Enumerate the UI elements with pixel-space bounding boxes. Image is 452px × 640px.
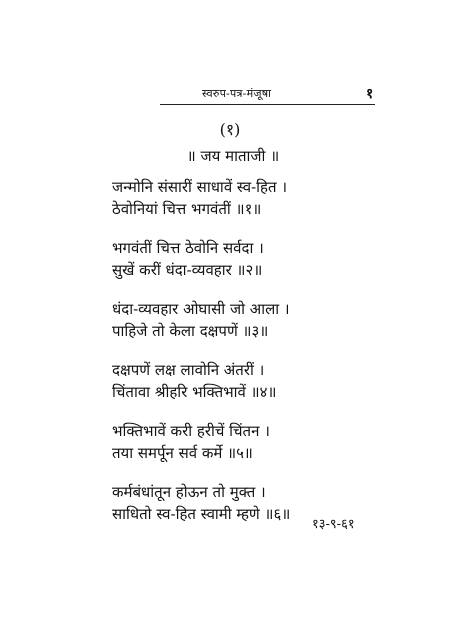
verse-line: कर्मबंधांतून होऊन तो मुक्त । (112, 483, 266, 501)
verse-line: धंदा-व्यवहार ओघासी जो आला । (112, 300, 290, 318)
verse-line: चिंतावा श्रीहरि भक्तिभावें ॥४॥ (112, 383, 277, 401)
verse-line: पाहिजे तो केला दक्षपणें ॥३॥ (112, 322, 269, 340)
running-title: स्वरुप-पत्र-मंजूषा (202, 87, 272, 100)
verse-line: भक्तिभावें करी हरीचें चिंतन । (112, 422, 270, 440)
poem-heading: ॥ जय माताजी ॥ (186, 147, 280, 165)
page-number: १ (366, 86, 374, 102)
verse-line: ठेवोनियां चित्त भगवंतीं ॥१॥ (112, 200, 262, 218)
stanza-6 (112, 481, 432, 525)
poem-body (112, 176, 432, 542)
verse-line: साधितो स्व-हित स्वामी म्हणे ॥६॥ (112, 505, 291, 523)
verse-line: दक्षपणें लक्ष लावोनि अंतरीं । (112, 361, 265, 379)
stanza-5 (112, 420, 432, 464)
verse-line: भगवंतीं चित्त ठेवोनि सर्वदा । (112, 239, 264, 257)
verse-line: सुखें करीं धंदा-व्यवहार ॥२॥ (112, 261, 263, 279)
stanza-3 (112, 298, 432, 342)
poem-number: (१) (219, 120, 241, 139)
header-rule (160, 104, 375, 105)
stanza-2 (112, 237, 432, 281)
stanza-4 (112, 359, 432, 403)
composition-date: १३-९-६१ (312, 517, 355, 532)
verse-line: जन्मोनि संसारीं साधावें स्व-हित । (112, 178, 288, 196)
verse-line: तया समर्पून सर्व कर्मे ॥५॥ (112, 444, 253, 462)
stanza-1 (112, 176, 432, 220)
